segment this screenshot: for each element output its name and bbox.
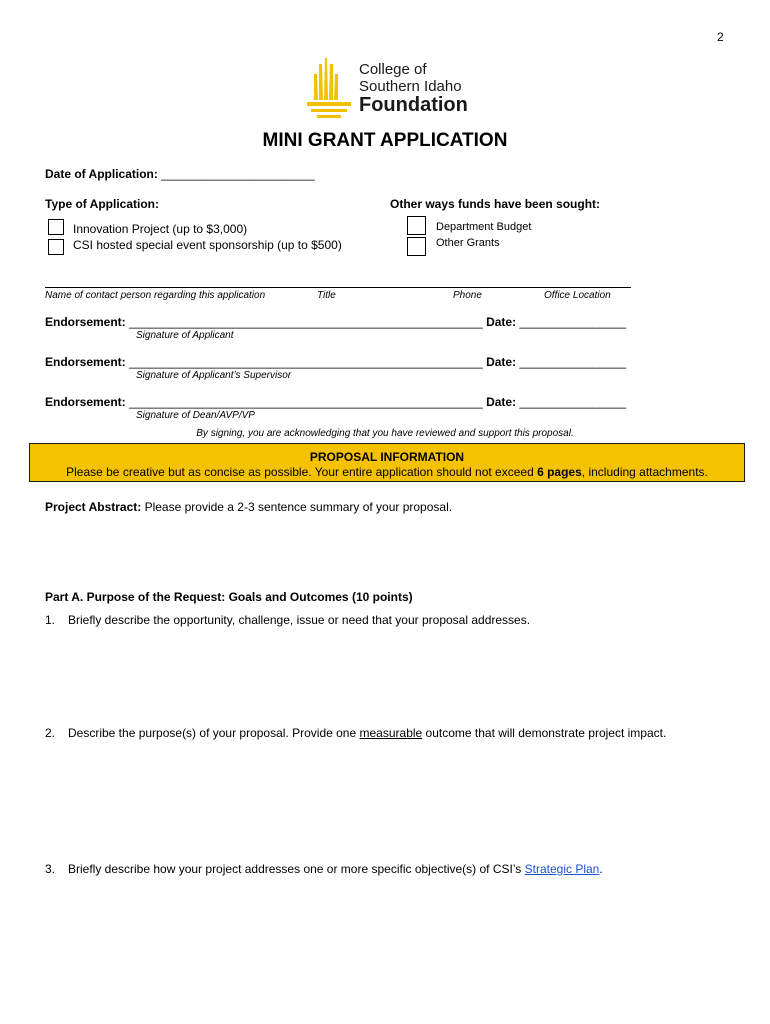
other-grants-checkbox[interactable] [407, 237, 426, 256]
proposal-information-box [29, 443, 745, 482]
special-event-label: CSI hosted special event sponsorship (up to $500) [73, 238, 342, 252]
date-label: Date: [486, 395, 517, 409]
question-2-text [68, 726, 666, 740]
foundation-logo [305, 56, 475, 120]
contact-phone-caption: Phone [453, 290, 482, 301]
endorsement-label: Endorsement: [45, 315, 126, 329]
q2-text-after: outcome that will demonstrate project impact. [422, 726, 667, 740]
endorsement-caption-2: Signature of Applicant’s Supervisor [136, 370, 292, 381]
other-grants-label: Other Grants [436, 237, 500, 249]
question-1-number: 1. [45, 613, 56, 627]
strategic-plan-link[interactable]: Strategic Plan [524, 862, 600, 876]
funds-sought-label: Other ways funds have been sought: [390, 197, 601, 211]
date-of-application-row [45, 167, 315, 181]
endorsement-row-3 [45, 395, 626, 409]
endorsement-row-1 [45, 315, 626, 329]
endorsement-caption-1: Signature of Applicant [136, 330, 234, 341]
contact-name-caption: Name of contact person regarding this application [45, 290, 266, 301]
proposal-text-after: , including attachments. [581, 465, 708, 479]
innovation-project-label: Innovation Project (up to $3,000) [73, 222, 248, 236]
endorsement-label: Endorsement: [45, 395, 126, 409]
special-event-checkbox[interactable] [48, 239, 64, 255]
page-title: MINI GRANT APPLICATION [262, 130, 508, 151]
q3-text-before: Briefly describe how your project addresses one or more specific objective(s) of CSI’s [68, 862, 525, 876]
date-of-application-label: Date of Application: [45, 167, 158, 181]
q3-text-after: . [599, 862, 603, 876]
question-3-number: 3. [45, 862, 56, 876]
proposal-text-bold: 6 pages [537, 465, 582, 479]
logo-line-3: Foundation [359, 94, 468, 116]
project-abstract [45, 500, 452, 514]
q2-text-before: Describe the purpose(s) of your proposal. Provide one [68, 726, 360, 740]
question-1-text: Briefly describe the opportunity, challenge, issue or need that your proposal addresses. [68, 613, 531, 627]
date-of-application-field[interactable]: _______________________ [161, 167, 315, 181]
contact-title-caption: Title [317, 290, 336, 301]
date-field[interactable]: ________________ [519, 315, 627, 329]
contact-line[interactable] [45, 287, 631, 288]
department-budget-checkbox[interactable] [407, 216, 426, 235]
contact-office-caption: Office Location [544, 290, 611, 301]
proposal-text-before: Please be creative but as concise as possible. Your entire application should not exceed [66, 465, 538, 479]
date-field[interactable]: ________________ [519, 355, 627, 369]
project-abstract-text: Please provide a 2-3 sentence summary of your proposal. [141, 500, 453, 514]
question-3-text [68, 862, 603, 876]
proposal-information-text [30, 465, 744, 479]
q2-underlined-word: measurable [359, 726, 423, 740]
question-2-number: 2. [45, 726, 56, 740]
endorsement-label: Endorsement: [45, 355, 126, 369]
proposal-information-heading: PROPOSAL INFORMATION [309, 450, 465, 464]
tower-logo-icon [305, 56, 353, 120]
date-label: Date: [486, 355, 517, 369]
endorsement-caption-3: Signature of Dean/AVP/VP [136, 410, 255, 421]
logo-line-2: Southern Idaho [359, 78, 462, 95]
page-number: 2 [717, 30, 724, 44]
part-a-heading: Part A. Purpose of the Request: Goals and Outcomes (10 points) [45, 590, 413, 604]
type-of-application-label: Type of Application: [45, 197, 159, 211]
endorsement-row-2 [45, 355, 626, 369]
date-label: Date: [486, 315, 517, 329]
project-abstract-label: Project Abstract: [45, 500, 142, 514]
department-budget-label: Department Budget [436, 221, 532, 233]
endorsement-signature-field[interactable]: _____________________________________________________ [129, 395, 483, 409]
innovation-project-checkbox[interactable] [48, 219, 64, 235]
signing-note: By signing, you are acknowledging that you have reviewed and support this proposal. [196, 428, 574, 439]
logo-line-1: College of [359, 61, 427, 78]
date-field[interactable]: ________________ [519, 395, 627, 409]
endorsement-signature-field[interactable]: _____________________________________________________ [129, 355, 483, 369]
endorsement-signature-field[interactable]: _____________________________________________________ [129, 315, 483, 329]
